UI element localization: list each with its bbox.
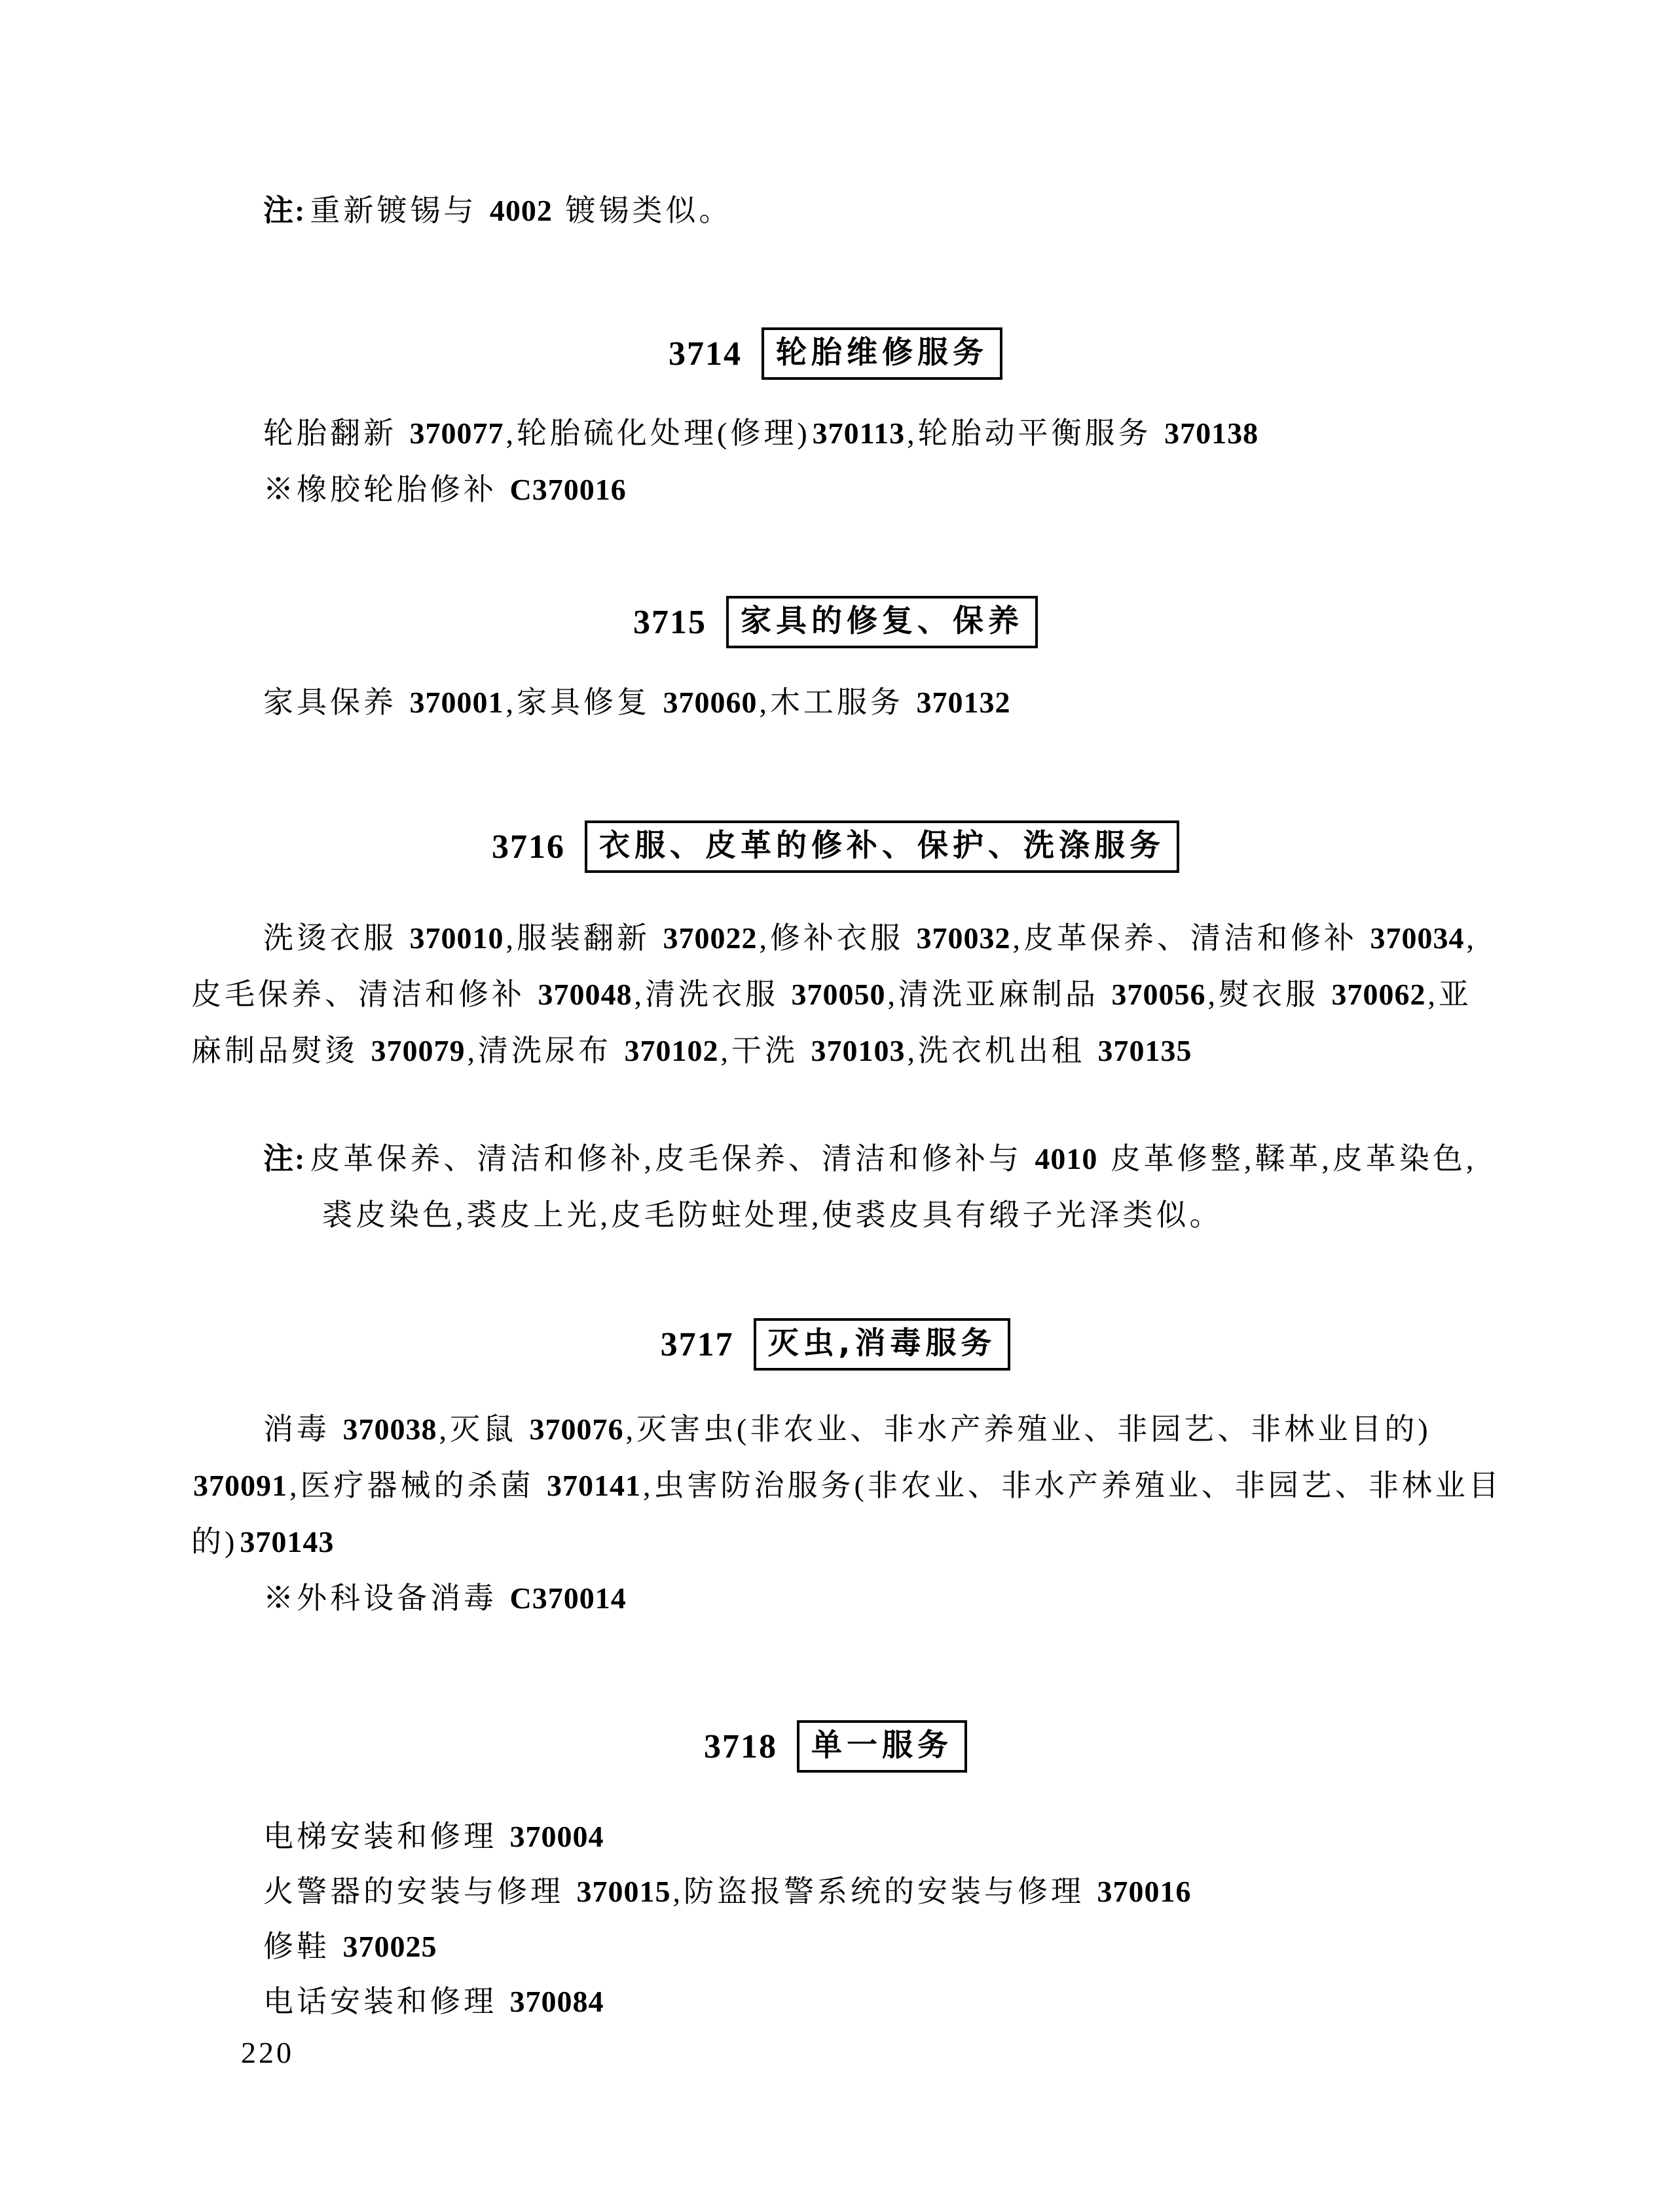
section-heading-3717 <box>0 1318 1671 1371</box>
section-heading-3714 <box>0 327 1671 380</box>
section-note-line: 裘皮染色,裘皮上光,皮毛防蛀处理,使裘皮具有缎子光泽类似。 <box>322 1198 1223 1232</box>
section-heading-3716 <box>0 820 1671 873</box>
entry-line: 火警器的安装与修理 370015,防盗报警系统的安装与修理 370016 <box>263 1875 1192 1908</box>
entry-line: 的)370143 <box>191 1525 335 1558</box>
entry-line: 电话安装和修理 370084 <box>263 1985 604 2018</box>
section-code: 3718 <box>704 1727 777 1765</box>
note-prefix: 注: <box>263 1142 306 1175</box>
section-title-box: 单一服务 <box>797 1720 967 1773</box>
section-note-line <box>263 1139 1477 1179</box>
entry-line-c-code: ※橡胶轮胎修补 C370016 <box>263 473 627 506</box>
entry-line: 皮毛保养、清洁和修补 370048,清洗衣服 370050,清洗亚麻制品 370056,熨衣服 370062,亚 <box>191 978 1472 1011</box>
entry-line: 电梯安装和修理 370004 <box>263 1820 604 1853</box>
section-title-box: 家具的修复、保养 <box>726 596 1038 648</box>
top-note-line <box>263 191 732 231</box>
entry-line: 家具保养 370001,家具修复 370060,木工服务 370132 <box>263 686 1011 719</box>
section-title-box: 轮胎维修服务 <box>762 327 1002 380</box>
note-text: 重新镀锡与 4002 镀锡类似。 <box>310 194 733 227</box>
section-code: 3717 <box>660 1325 734 1363</box>
entry-line-c-code: ※外科设备消毒 C370014 <box>263 1581 627 1615</box>
note-prefix: 注: <box>263 194 306 227</box>
section-heading-3715 <box>0 596 1671 648</box>
section-code: 3714 <box>669 335 742 373</box>
section-code: 3715 <box>633 603 707 641</box>
page-number: 220 <box>241 2036 294 2069</box>
section-code: 3716 <box>492 828 565 866</box>
section-heading-3718 <box>0 1720 1671 1773</box>
entry-line: 轮胎翻新 370077,轮胎硫化处理(修理)370113,轮胎动平衡服务 370138 <box>263 416 1259 450</box>
entry-line: 370091,医疗器械的杀菌 370141,虫害防治服务(非农业、非水产养殖业、非园艺、非林业目 <box>193 1469 1502 1502</box>
note-text: 皮革保养、清洁和修补,皮毛保养、清洁和修补与 4010 皮革修整,鞣革,皮革染色, <box>310 1142 1477 1175</box>
entry-line: 麻制品熨烫 370079,清洗尿布 370102,干洗 370103,洗衣机出租 370135 <box>191 1034 1192 1067</box>
entry-line: 修鞋 370025 <box>263 1930 437 1963</box>
entry-line: 消毒 370038,灭鼠 370076,灭害虫(非农业、非水产养殖业、非园艺、非林业目的) <box>263 1412 1431 1446</box>
entry-line: 洗烫衣服 370010,服装翻新 370022,修补衣服 370032,皮革保养、清洁和修补 370034, <box>263 921 1477 955</box>
section-title-box: 灭虫,消毒服务 <box>754 1318 1011 1371</box>
section-title-box: 衣服、皮革的修补、保护、洗涤服务 <box>585 820 1179 873</box>
